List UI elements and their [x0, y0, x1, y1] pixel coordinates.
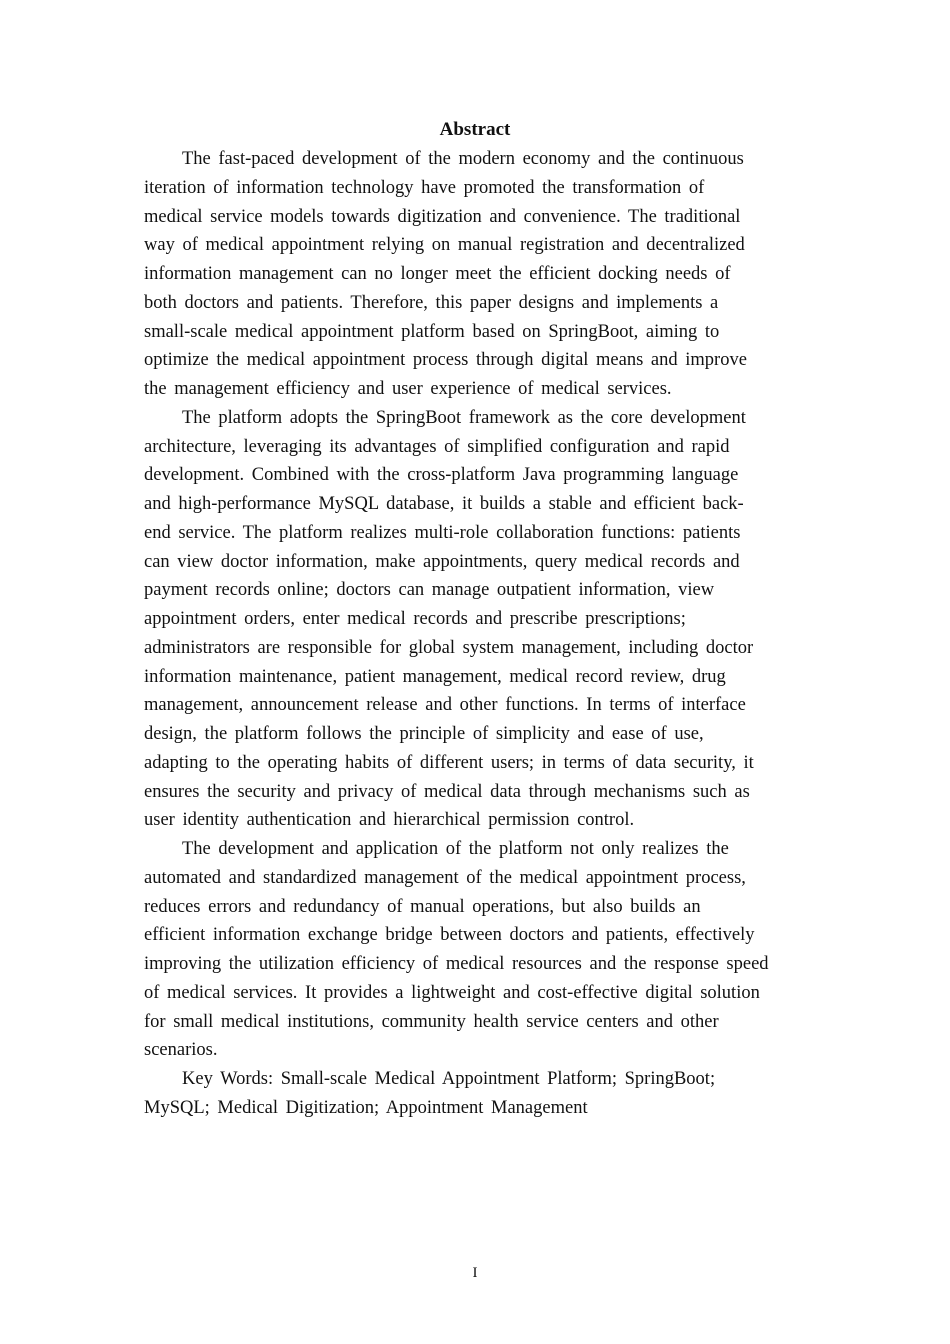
text-line: small-scale medical appointment platform based on SpringBoot, aiming to	[144, 321, 720, 342]
text-line: end service. The platform realizes multi-role collaboration functions: patients	[144, 522, 741, 543]
page-number: I	[472, 1265, 478, 1281]
abstract-body	[144, 145, 808, 1123]
text-line: user identity authentication and hierarchical permission control.	[144, 810, 635, 831]
abstract-title: Abstract	[439, 119, 511, 140]
text-line: can view doctor information, make appointments, query medical records and	[144, 551, 740, 572]
text-line: appointment orders, enter medical records and prescribe prescriptions;	[144, 609, 686, 629]
text-line: The fast-paced development of the modern economy and the continuous	[182, 149, 744, 169]
text-line: and high-performance MySQL database, it builds a stable and efficient back-	[144, 494, 744, 514]
text-line: MySQL; Medical Digitization; Appointment Management	[144, 1097, 588, 1118]
text-line: information management can no longer meet the efficient docking needs of	[144, 264, 731, 284]
text-line: development. Combined with the cross-platform Java programming language	[144, 465, 739, 486]
text-line: scenarios.	[144, 1040, 218, 1061]
text-line: improving the utilization efficiency of medical resources and the response speed	[144, 954, 769, 974]
text-line: ensures the security and privacy of medical data through mechanisms such as	[144, 781, 750, 802]
text-line: management, announcement release and other functions. In terms of interface	[144, 695, 746, 716]
text-line: the management efficiency and user experience of medical services.	[144, 379, 672, 399]
text-line: way of medical appointment relying on manual registration and decentralized	[144, 235, 745, 256]
text-line: of medical services. It provides a lightweight and cost-effective digital solution	[144, 982, 760, 1003]
text-line: iteration of information technology have promoted the transformation of	[144, 177, 705, 198]
text-line: adapting to the operating habits of different users; in terms of data security, it	[144, 752, 754, 773]
text-line: efficient information exchange bridge between doctors and patients, effectively	[144, 925, 755, 946]
text-line: The development and application of the platform not only realizes the	[182, 839, 729, 859]
text-line: automated and standardized management of the medical appointment process,	[144, 867, 746, 888]
text-line: reduces errors and redundancy of manual operations, but also builds an	[144, 896, 701, 917]
text-line: design, the platform follows the principle of simplicity and ease of use,	[144, 724, 704, 744]
text-line: information maintenance, patient management, medical record review, drug	[144, 666, 726, 687]
text-line: both doctors and patients. Therefore, this paper designs and implements a	[144, 292, 719, 313]
text-line: architecture, leveraging its advantages of simplified configuration and rapid	[144, 436, 730, 457]
text-line: payment records online; doctors can manage outpatient information, view	[144, 580, 715, 601]
text-line: medical service models towards digitization and convenience. The traditional	[144, 206, 741, 227]
text-line: for small medical institutions, community health service centers and other	[144, 1011, 719, 1032]
text-line: Key Words: Small-scale Medical Appointment Platform; SpringBoot;	[182, 1069, 716, 1089]
text-line: The platform adopts the SpringBoot framework as the core development	[182, 407, 746, 428]
text-line: administrators are responsible for global system management, including doctor	[144, 637, 754, 658]
text-line: optimize the medical appointment process through digital means and improve	[144, 350, 747, 371]
